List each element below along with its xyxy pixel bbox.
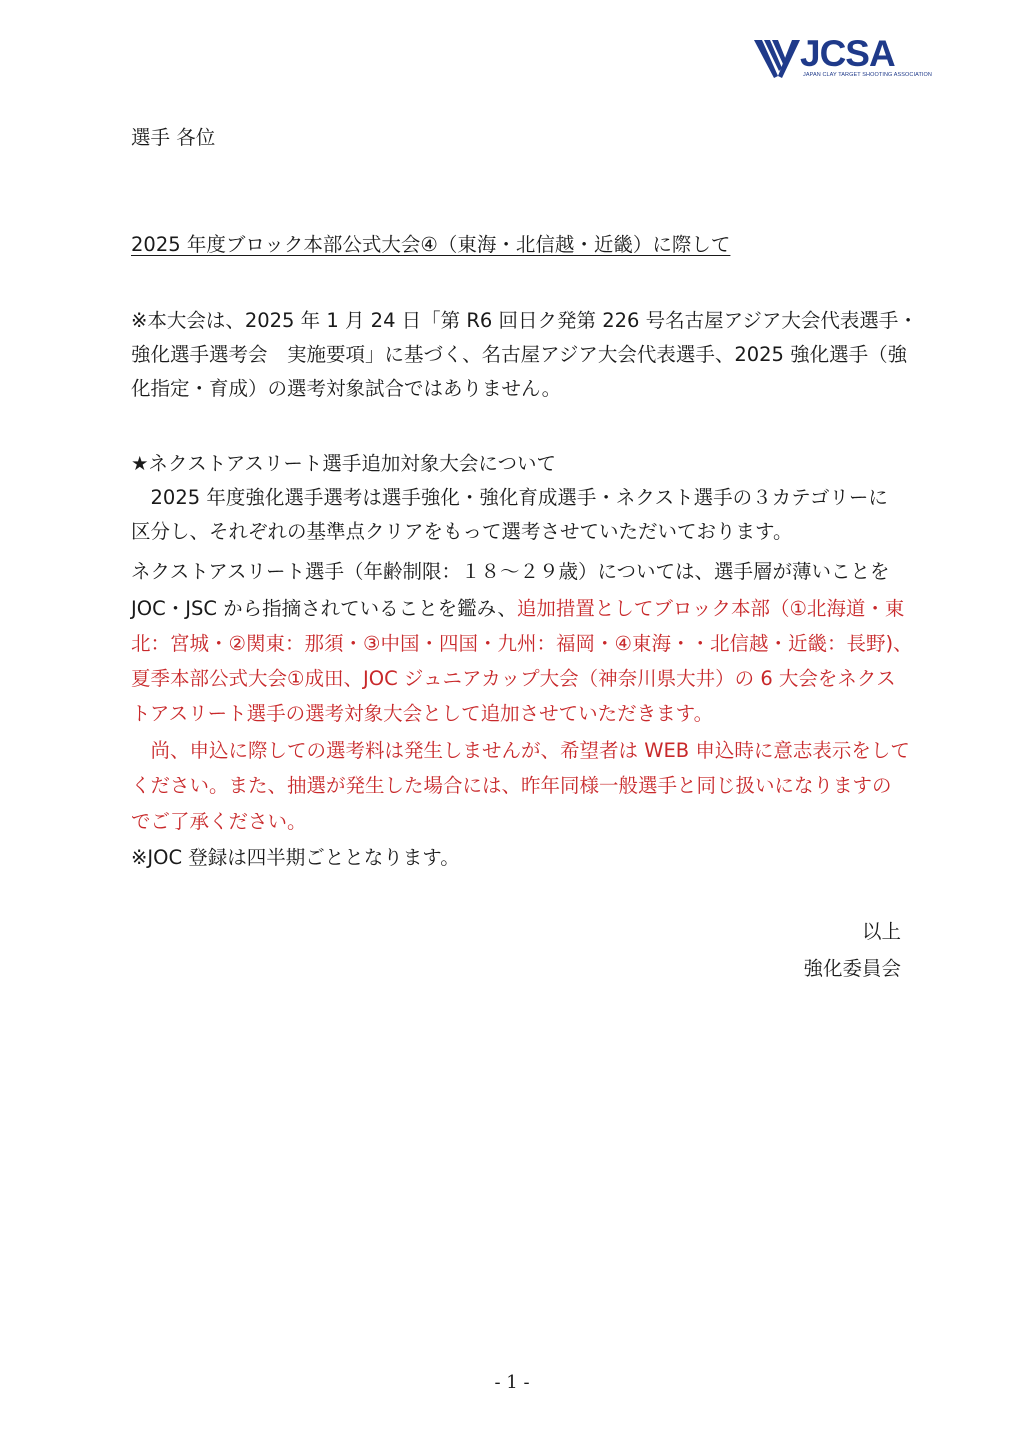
highlight-line: 尚、申込に際しての選考料は発生しませんが、希望者は WEB 申込時に意志表示をして <box>131 739 910 762</box>
paragraph-line-mixed <box>131 597 904 621</box>
logo-wordmark: JCSA <box>800 33 895 74</box>
logo-subtitle: JAPAN CLAY TARGET SHOOTING ASSOCIATION <box>803 72 933 78</box>
jcsa-logo <box>752 33 933 84</box>
highlight-line: トアスリート選手の選考対象大会として追加させていただきます。 <box>131 702 714 725</box>
notice-line-3: 化指定・育成）の選考対象試合ではありません。 <box>131 377 562 400</box>
subject-title: 2025 年度ブロック本部公式大会④（東海・北信越・近畿）に際して <box>131 233 731 256</box>
highlight-line: ください。また、抽選が発生した場合には、昨年同様一般選手と同じ扱いになりますの <box>131 774 892 797</box>
section-heading: ★ネクストアスリート選手追加対象大会について <box>131 452 557 475</box>
paragraph-segment: JOC・JSC から指摘されていることを鑑み、 <box>131 597 517 620</box>
signature: 強化委員会 <box>803 957 901 980</box>
highlight-line: でご了承ください。 <box>131 810 307 833</box>
highlight-line: 夏季本部公式大会①成田、JOC ジュニアカップ大会（神奈川県大井）の 6 大会をネクス <box>131 667 896 690</box>
paragraph-line: ネクストアスリート選手（年齢制限：１８～２９歳）については、選手層が薄いことを <box>131 560 890 583</box>
closing-text: 以上 <box>861 920 901 943</box>
notice-line-2: 強化選手選考会 実施要項」に基づく、名古屋アジア大会代表選手、2025 強化選手（強 <box>131 343 908 366</box>
page-number: - 1 - <box>494 1372 530 1393</box>
highlight-line: 北：宮城・②関東：那須・③中国・四国・九州：福岡・④東海・・北信越・近畿：長野)、 <box>131 632 913 655</box>
jcsa-logo-mark-icon <box>752 38 802 80</box>
highlight-segment: 追加措置としてブロック本部（①北海道・東 <box>516 597 905 620</box>
addressee: 選手 各位 <box>131 126 216 149</box>
paragraph-line: 2025 年度強化選手選考は選手強化・強化育成選手・ネクスト選手の３カテゴリーに <box>131 486 888 509</box>
notice-line-1: ※本大会は、2025 年 1 月 24 日「第 R6 回日ク発第 226 号名古屋アジア大会代表選手・ <box>131 309 918 332</box>
registration-note: ※JOC 登録は四半期ごととなります。 <box>131 846 460 869</box>
paragraph-line: 区分し、それぞれの基準点クリアをもって選考させていただいております。 <box>131 520 793 543</box>
